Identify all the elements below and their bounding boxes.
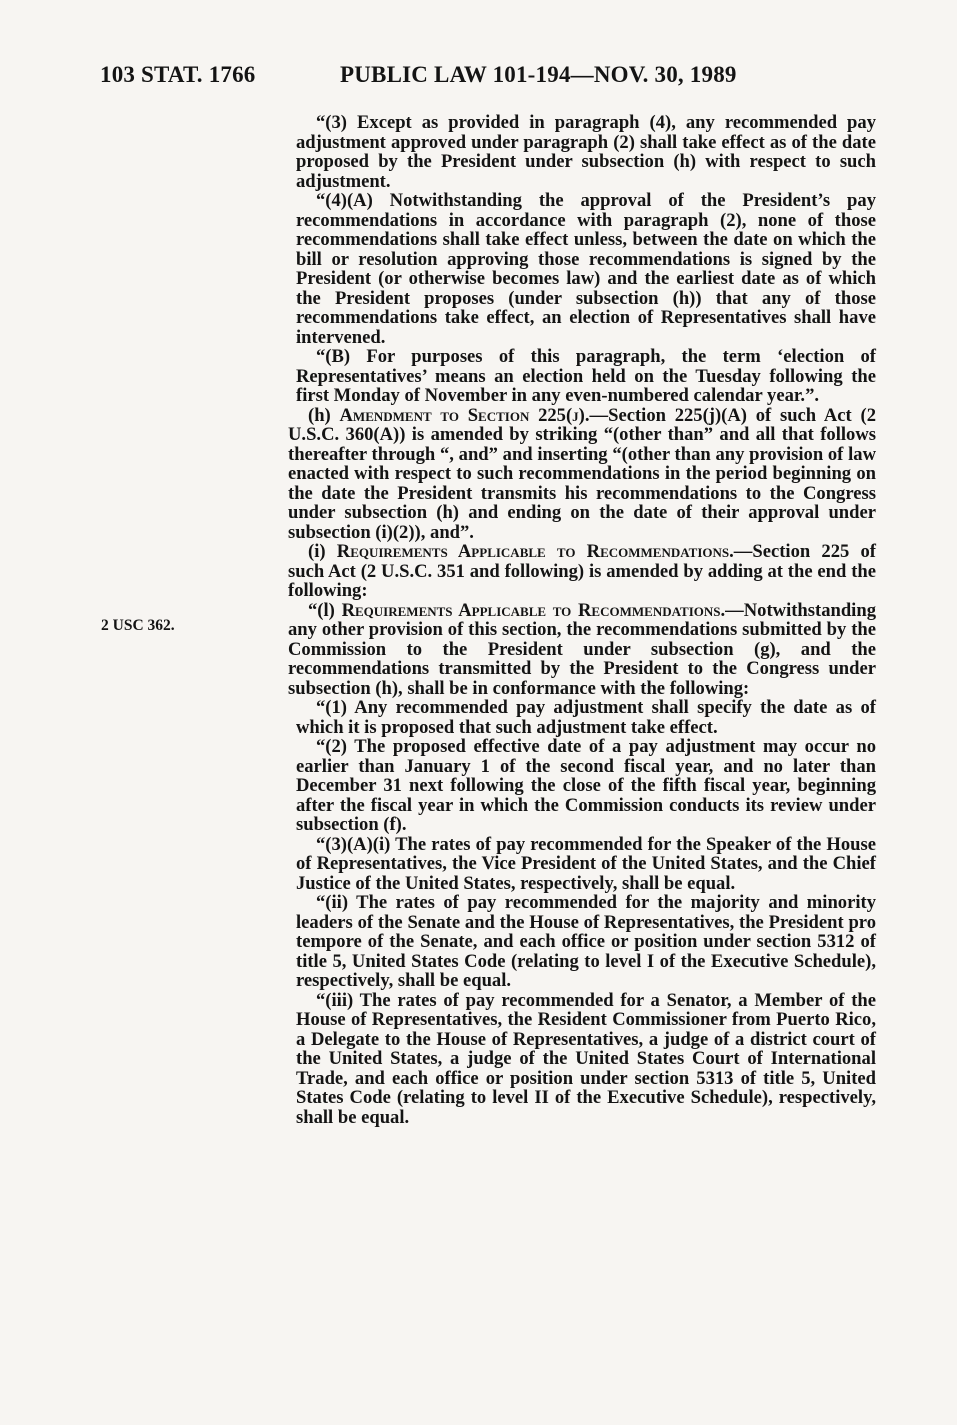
- subsection-h-heading: Amendment to Section 225(j).—: [339, 404, 609, 426]
- subsection-h-label: (h): [308, 404, 331, 426]
- subsection-h-text: Section 225(j)(A) of such Act (2 U.S.C. 360(A)) is amended by striking “(other than” and all that follows thereafter through “, and” and inserting “(other than any provision of law enacted with respect to such recommendations in the period beginning on the date the President transmits his recommendations to the Congress under subsection (h) and ending on the date of their approval under subsection (i)(2)), and”.: [288, 404, 876, 543]
- subsection-i-heading: Requirements Applicable to Recommendations.—: [336, 541, 753, 562]
- clause-3a-i: “(3)(A)(i) The rates of pay recommended for the Speaker of the House of Representatives, the Vice President of the United States, and the Chief Justice of the United States, respectively, shall be equal.: [296, 833, 876, 894]
- clause-3a-ii: “(ii) The rates of pay recommended for the majority and minority leaders of the Senate and the House of Representatives, the President pro tempore of the Senate, and each office or position under section 5312 of title 5, United States Code (relating to level I of the Executive Schedule), respectively, shall be equal.: [296, 892, 876, 991]
- clause-1: “(1) Any recommended pay adjustment shall specify the date as of which it is proposed that such adjustment take effect.: [296, 697, 876, 738]
- subsection-l-label: “(l): [308, 599, 335, 621]
- clause-2: “(2) The proposed effective date of a pay adjustment may occur no earlier than January 1 of the second fiscal year, and no later than December 31 next following the close of the fifth fiscal year, beginning after the fiscal year in which the Commission conducts its review under subsection (f).: [296, 736, 876, 835]
- subsection-l-heading: Requirements Applicable to Recommendations.—: [341, 599, 744, 621]
- clause-3a-iii: “(iii) The rates of pay recommended for a Senator, a Member of the House of Representatives, the Resident Commissioner from Puerto Rico, a Delegate to the House of Representatives, a judge of a district court of the United States, a judge of the United States Court of International Trade, and each office or position under section 5313 of title 5, United States Code (relating to level II of the Executive Schedule), respectively, shall be equal.: [296, 989, 876, 1128]
- public-law-title: PUBLIC LAW 101-194—NOV. 30, 1989: [340, 62, 737, 87]
- paragraph-4a: “(4)(A) Notwithstanding the approval of the President’s pay recommendations in accordance with paragraph (2), none of those recommendations shall take effect unless, between the date on which the bill or resolution approving those recommendations is signed by the President (or otherwise becomes law) and the earliest date as of which the President proposes (under subsection (h)) that any of those recommendations take effect, an election of Representatives shall have intervened.: [296, 190, 876, 348]
- statute-citation: 103 STAT. 1766: [100, 62, 256, 87]
- document-body: [258, 113, 876, 1127]
- subsection-h: [258, 406, 876, 543]
- paragraph-4b: “(B) For purposes of this paragraph, the term ‘election of Representatives’ means an election held on the Tuesday following the first Monday of November in any even-numbered calendar year.”.: [296, 346, 876, 406]
- subsection-l-text: Notwithstanding any other provision of this section, the recommendations submitted by the Commission to the President under subsection (g), and the recommendations transmitted by the President to the Congress under subsection (h), shall be in conformance with the following:: [288, 599, 876, 699]
- subsection-i-text: Section 225 of such Act (2 U.S.C. 351 and following) is amended by adding at the end the following:: [288, 541, 876, 601]
- paragraph-3: “(3) Except as provided in paragraph (4), any recommended pay adjustment approved under paragraph (2) shall take effect as of the date proposed by the President under subsection (h) with respect to such adjustment.: [296, 112, 876, 192]
- subsection-i: [258, 542, 876, 601]
- subsection-i-label: (i): [308, 541, 326, 562]
- margin-note: 2 USC 362.: [101, 617, 175, 634]
- subsection-l: [258, 601, 876, 699]
